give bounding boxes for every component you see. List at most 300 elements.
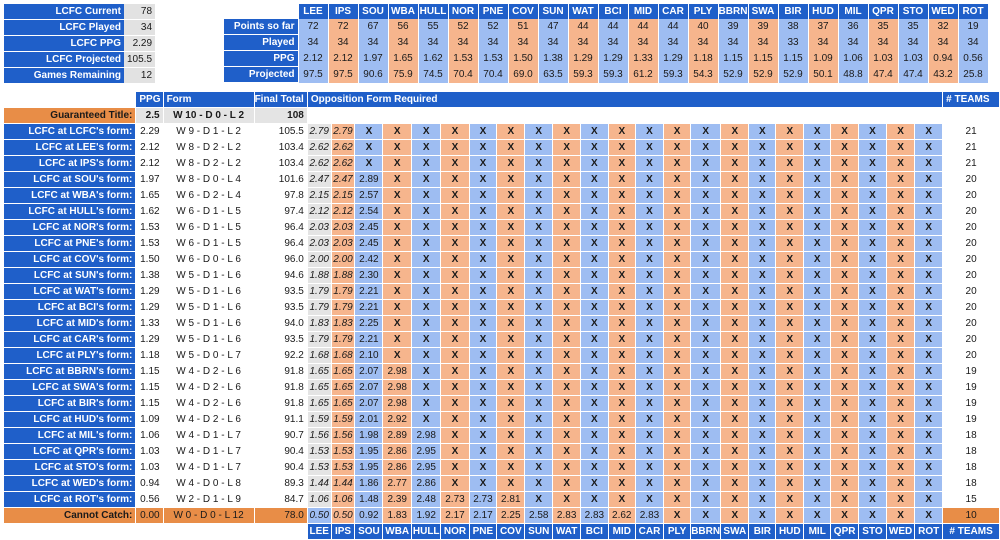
- team-footer: IPS: [331, 524, 355, 540]
- required-ppg-cell: 1.53: [307, 460, 331, 476]
- team-footer: MID: [608, 524, 635, 540]
- row-label: LCFC at SUN's form:: [4, 268, 136, 284]
- required-ppg-cell: X: [886, 156, 914, 172]
- required-ppg-cell: X: [749, 428, 776, 444]
- summary-panel: [4, 4, 155, 84]
- row-final-total: 92.2: [254, 348, 307, 364]
- required-ppg-cell: X: [469, 188, 497, 204]
- required-ppg-cell: X: [581, 172, 608, 188]
- required-ppg-cell: X: [497, 316, 525, 332]
- required-ppg-cell: 2.95: [412, 460, 441, 476]
- required-ppg-cell: X: [776, 204, 804, 220]
- required-ppg-cell: X: [831, 220, 859, 236]
- required-ppg-cell: X: [886, 508, 914, 524]
- row-form: W 8 - D 0 - L 4: [163, 172, 254, 188]
- standings-cell: 72: [298, 19, 328, 35]
- standings-cell: 63.5: [538, 67, 568, 83]
- standings-cell: 44: [598, 19, 628, 35]
- required-ppg-cell: X: [664, 300, 691, 316]
- row-label: LCFC at BCI's form:: [4, 300, 136, 316]
- required-ppg-cell: X: [664, 284, 691, 300]
- required-ppg-cell: 2.03: [307, 236, 331, 252]
- required-ppg-cell: X: [412, 252, 441, 268]
- row-final-total: 91.1: [254, 412, 307, 428]
- required-ppg-cell: X: [859, 380, 887, 396]
- required-ppg-cell: X: [635, 380, 663, 396]
- required-ppg-cell: X: [383, 188, 412, 204]
- row-ppg: 1.09: [136, 412, 163, 428]
- required-ppg-cell: X: [525, 380, 553, 396]
- required-ppg-cell: X: [608, 204, 635, 220]
- required-ppg-cell: X: [608, 380, 635, 396]
- required-ppg-cell: 1.95: [355, 444, 383, 460]
- required-ppg-cell: X: [859, 476, 887, 492]
- required-ppg-cell: 2.00: [307, 252, 331, 268]
- row-final-total: 93.5: [254, 300, 307, 316]
- row-teams-count: 19: [943, 396, 1000, 412]
- row-ppg: 1.53: [136, 220, 163, 236]
- row-teams-count: 20: [943, 268, 1000, 284]
- required-ppg-cell: X: [915, 140, 943, 156]
- required-ppg-cell: 2.57: [355, 188, 383, 204]
- required-ppg-cell: X: [581, 380, 608, 396]
- required-ppg-cell: X: [553, 268, 581, 284]
- row-final-total: 94.6: [254, 268, 307, 284]
- standings-cell: 90.6: [358, 67, 388, 83]
- required-ppg-cell: X: [412, 396, 441, 412]
- required-ppg-cell: X: [553, 140, 581, 156]
- row-teams-count: 20: [943, 316, 1000, 332]
- required-ppg-cell: 2.45: [355, 236, 383, 252]
- required-ppg-cell: X: [721, 268, 749, 284]
- required-ppg-cell: X: [776, 380, 804, 396]
- required-ppg-cell: X: [691, 316, 721, 332]
- required-ppg-cell: 2.03: [331, 220, 355, 236]
- standings-cell: 1.06: [838, 51, 868, 67]
- required-ppg-cell: X: [749, 284, 776, 300]
- required-ppg-cell: X: [721, 508, 749, 524]
- required-ppg-cell: X: [635, 396, 663, 412]
- required-ppg-cell: X: [497, 188, 525, 204]
- required-ppg-cell: X: [441, 140, 469, 156]
- summary-label: LCFC Current: [4, 4, 124, 20]
- row-form: W 4 - D 2 - L 6: [163, 364, 254, 380]
- required-ppg-cell: X: [749, 476, 776, 492]
- required-ppg-cell: X: [581, 460, 608, 476]
- required-ppg-cell: X: [691, 428, 721, 444]
- team-footer: PLY: [664, 524, 691, 540]
- required-ppg-cell: X: [469, 380, 497, 396]
- standings-cell: 1.65: [388, 51, 418, 67]
- summary-row: [4, 36, 155, 52]
- team-footer: PNE: [469, 524, 497, 540]
- row-label: LCFC at COV's form:: [4, 252, 136, 268]
- required-ppg-cell: 2.01: [355, 412, 383, 428]
- form-row: [4, 348, 1000, 364]
- required-ppg-cell: X: [776, 364, 804, 380]
- required-ppg-cell: X: [859, 396, 887, 412]
- required-ppg-cell: X: [691, 220, 721, 236]
- team-header: BIR: [778, 4, 808, 19]
- form-row: [4, 220, 1000, 236]
- required-ppg-cell: X: [525, 428, 553, 444]
- required-ppg-cell: X: [635, 364, 663, 380]
- required-ppg-cell: X: [776, 316, 804, 332]
- required-ppg-cell: X: [749, 140, 776, 156]
- row-final-total: 97.8: [254, 188, 307, 204]
- standings-cell: 52: [448, 19, 478, 35]
- required-ppg-cell: X: [721, 428, 749, 444]
- required-ppg-cell: X: [915, 476, 943, 492]
- required-ppg-cell: X: [469, 300, 497, 316]
- required-ppg-cell: X: [441, 124, 469, 140]
- required-ppg-cell: X: [886, 492, 914, 508]
- required-ppg-cell: 2.73: [441, 492, 469, 508]
- required-ppg-cell: X: [749, 188, 776, 204]
- row-final-total: 89.3: [254, 476, 307, 492]
- row-final-total: 91.8: [254, 364, 307, 380]
- teams-count-footer: # TEAMS: [943, 524, 1000, 540]
- required-ppg-cell: 2.15: [307, 188, 331, 204]
- standings-cell: 25.8: [958, 67, 988, 83]
- required-ppg-cell: X: [886, 428, 914, 444]
- required-ppg-cell: X: [776, 492, 804, 508]
- required-ppg-cell: X: [525, 412, 553, 428]
- required-ppg-cell: 1.53: [331, 460, 355, 476]
- required-ppg-cell: 2.21: [355, 284, 383, 300]
- standings-cell: 34: [628, 35, 658, 51]
- required-ppg-cell: 1.65: [331, 380, 355, 396]
- required-ppg-cell: X: [776, 428, 804, 444]
- standings-cell: 54.3: [688, 67, 718, 83]
- required-ppg-cell: 2.83: [635, 508, 663, 524]
- required-ppg-cell: X: [749, 124, 776, 140]
- standings-cell: 34: [868, 35, 898, 51]
- required-ppg-cell: 1.53: [307, 444, 331, 460]
- required-ppg-cell: 1.65: [331, 364, 355, 380]
- required-ppg-cell: 1.44: [307, 476, 331, 492]
- required-ppg-cell: X: [412, 156, 441, 172]
- standings-cell: 1.53: [448, 51, 478, 67]
- team-footer: NOR: [441, 524, 469, 540]
- required-ppg-cell: X: [525, 268, 553, 284]
- required-ppg-cell: X: [831, 156, 859, 172]
- cannot-catch-row: [4, 508, 1000, 524]
- required-ppg-cell: X: [804, 380, 831, 396]
- required-ppg-cell: X: [608, 188, 635, 204]
- required-ppg-cell: X: [691, 332, 721, 348]
- row-final-total: 97.4: [254, 204, 307, 220]
- guaranteed-spacer: [307, 108, 999, 124]
- required-ppg-cell: X: [441, 300, 469, 316]
- required-ppg-cell: X: [469, 172, 497, 188]
- required-ppg-cell: X: [525, 316, 553, 332]
- row-ppg: 0.00: [136, 508, 163, 524]
- required-ppg-cell: X: [886, 476, 914, 492]
- standings-cell: 48.8: [838, 67, 868, 83]
- required-ppg-cell: X: [721, 300, 749, 316]
- required-ppg-cell: 2.12: [331, 204, 355, 220]
- required-ppg-cell: X: [915, 348, 943, 364]
- row-label: LCFC at WED's form:: [4, 476, 136, 492]
- required-ppg-cell: X: [691, 460, 721, 476]
- required-ppg-cell: X: [886, 236, 914, 252]
- row-form: W 8 - D 2 - L 2: [163, 140, 254, 156]
- standings-cell: 44: [628, 19, 658, 35]
- required-ppg-cell: X: [497, 140, 525, 156]
- required-ppg-cell: X: [383, 172, 412, 188]
- required-ppg-cell: X: [749, 332, 776, 348]
- required-ppg-cell: X: [886, 188, 914, 204]
- row-form: W 6 - D 0 - L 6: [163, 252, 254, 268]
- standings-cell: 0.94: [928, 51, 958, 67]
- required-ppg-cell: X: [749, 364, 776, 380]
- row-label: LCFC at WAT's form:: [4, 284, 136, 300]
- row-teams-count: 15: [943, 492, 1000, 508]
- team-header: SUN: [538, 4, 568, 19]
- row-label: LCFC at QPR's form:: [4, 444, 136, 460]
- required-ppg-cell: 2.47: [331, 172, 355, 188]
- team-header: STO: [898, 4, 928, 19]
- form-header: Form: [163, 92, 254, 108]
- required-ppg-cell: X: [915, 172, 943, 188]
- required-ppg-cell: 2.07: [355, 380, 383, 396]
- required-ppg-cell: X: [831, 364, 859, 380]
- row-ppg: 0.56: [136, 492, 163, 508]
- required-ppg-cell: X: [383, 220, 412, 236]
- required-ppg-cell: X: [859, 284, 887, 300]
- required-ppg-cell: X: [664, 316, 691, 332]
- row-form: W 8 - D 2 - L 2: [163, 156, 254, 172]
- standings-cell: 35: [868, 19, 898, 35]
- required-ppg-cell: X: [915, 364, 943, 380]
- required-ppg-cell: X: [553, 156, 581, 172]
- required-ppg-cell: X: [915, 124, 943, 140]
- required-ppg-cell: 2.98: [383, 380, 412, 396]
- standings-cell: 55: [418, 19, 448, 35]
- required-ppg-cell: X: [691, 476, 721, 492]
- required-ppg-cell: X: [441, 236, 469, 252]
- required-ppg-cell: X: [804, 476, 831, 492]
- required-ppg-cell: X: [412, 316, 441, 332]
- required-ppg-cell: X: [749, 172, 776, 188]
- required-ppg-cell: X: [497, 300, 525, 316]
- row-ppg: 1.38: [136, 268, 163, 284]
- required-ppg-cell: X: [886, 348, 914, 364]
- required-ppg-cell: X: [635, 332, 663, 348]
- standings-cell: 34: [508, 35, 538, 51]
- required-ppg-cell: X: [441, 204, 469, 220]
- required-ppg-cell: X: [581, 140, 608, 156]
- required-ppg-cell: 2.21: [355, 332, 383, 348]
- required-ppg-cell: X: [355, 156, 383, 172]
- row-teams-count: 20: [943, 236, 1000, 252]
- required-ppg-cell: X: [412, 172, 441, 188]
- required-ppg-cell: X: [412, 124, 441, 140]
- standings-cell: 47.4: [868, 67, 898, 83]
- row-label: LCFC at ROT's form:: [4, 492, 136, 508]
- team-header: HULL: [419, 6, 447, 17]
- standings-cell: 1.53: [478, 51, 508, 67]
- required-ppg-cell: X: [383, 252, 412, 268]
- row-form: W 6 - D 1 - L 5: [163, 236, 254, 252]
- required-ppg-cell: X: [915, 332, 943, 348]
- team-footer: BIR: [749, 524, 776, 540]
- team-header: COV: [508, 4, 538, 19]
- row-teams-count: 10: [943, 508, 1000, 524]
- required-ppg-cell: 1.65: [307, 380, 331, 396]
- standings-cell: 1.33: [628, 51, 658, 67]
- required-ppg-cell: X: [664, 252, 691, 268]
- standings-cell: 34: [838, 35, 868, 51]
- required-ppg-cell: X: [608, 172, 635, 188]
- required-ppg-cell: X: [721, 380, 749, 396]
- required-ppg-cell: 1.79: [307, 284, 331, 300]
- standings-cell: 1.03: [868, 51, 898, 67]
- standings-row: [224, 51, 988, 67]
- required-ppg-cell: X: [664, 476, 691, 492]
- required-ppg-cell: X: [776, 460, 804, 476]
- required-ppg-cell: 2.95: [412, 444, 441, 460]
- required-ppg-cell: 1.88: [307, 268, 331, 284]
- team-header: CAR: [658, 4, 688, 19]
- required-ppg-cell: X: [664, 220, 691, 236]
- row-teams-count: 20: [943, 204, 1000, 220]
- required-ppg-cell: X: [441, 476, 469, 492]
- required-ppg-cell: X: [831, 492, 859, 508]
- standings-cell: 44: [658, 19, 688, 35]
- required-ppg-cell: X: [525, 252, 553, 268]
- summary-label: LCFC Played: [4, 20, 124, 36]
- required-ppg-cell: X: [581, 348, 608, 364]
- required-ppg-cell: X: [664, 380, 691, 396]
- required-ppg-cell: 2.98: [383, 396, 412, 412]
- standings-cell: 1.15: [748, 51, 778, 67]
- required-ppg-cell: X: [804, 156, 831, 172]
- required-ppg-cell: 2.58: [525, 508, 553, 524]
- required-ppg-cell: X: [608, 348, 635, 364]
- required-ppg-cell: X: [412, 268, 441, 284]
- summary-value: 12: [124, 68, 155, 84]
- required-ppg-cell: X: [859, 268, 887, 284]
- required-ppg-cell: X: [412, 220, 441, 236]
- required-ppg-cell: X: [635, 172, 663, 188]
- required-ppg-cell: X: [608, 140, 635, 156]
- row-teams-count: 21: [943, 156, 1000, 172]
- required-ppg-cell: X: [441, 188, 469, 204]
- row-form: W 9 - D 1 - L 2: [163, 124, 254, 140]
- form-row: [4, 460, 1000, 476]
- required-ppg-cell: X: [691, 396, 721, 412]
- required-ppg-cell: X: [497, 124, 525, 140]
- required-ppg-cell: X: [581, 268, 608, 284]
- required-ppg-cell: X: [383, 316, 412, 332]
- row-ppg: 1.29: [136, 332, 163, 348]
- required-ppg-cell: 2.07: [355, 364, 383, 380]
- form-row: [4, 204, 1000, 220]
- required-ppg-cell: 1.83: [307, 316, 331, 332]
- summary-row: [4, 4, 155, 20]
- required-ppg-cell: X: [749, 156, 776, 172]
- row-ppg: 1.97: [136, 172, 163, 188]
- row-final-total: 96.0: [254, 252, 307, 268]
- standings-cell: 75.9: [388, 67, 418, 83]
- required-ppg-cell: X: [635, 204, 663, 220]
- required-ppg-cell: X: [886, 300, 914, 316]
- form-row: [4, 396, 1000, 412]
- standings-cell: 44: [568, 19, 598, 35]
- guaranteed-final: 108: [254, 108, 307, 124]
- required-ppg-cell: X: [553, 364, 581, 380]
- required-ppg-cell: X: [804, 460, 831, 476]
- required-ppg-cell: X: [581, 300, 608, 316]
- required-ppg-cell: X: [776, 348, 804, 364]
- required-ppg-cell: X: [831, 412, 859, 428]
- row-ppg: 1.29: [136, 300, 163, 316]
- required-ppg-cell: 2.86: [383, 444, 412, 460]
- team-header: IPS: [328, 4, 358, 19]
- required-ppg-cell: 2.89: [355, 172, 383, 188]
- required-ppg-cell: X: [383, 284, 412, 300]
- required-ppg-cell: 1.79: [331, 300, 355, 316]
- required-ppg-cell: X: [749, 252, 776, 268]
- required-ppg-cell: X: [915, 444, 943, 460]
- standings-cell: 52.9: [748, 67, 778, 83]
- standings-cell: 1.15: [778, 51, 808, 67]
- required-ppg-cell: X: [441, 220, 469, 236]
- required-ppg-cell: X: [749, 396, 776, 412]
- standings-cell: 1.62: [418, 51, 448, 67]
- required-ppg-cell: X: [412, 380, 441, 396]
- team-header: MID: [628, 4, 658, 19]
- row-ppg: 0.94: [136, 476, 163, 492]
- required-ppg-cell: X: [721, 156, 749, 172]
- team-header: PLY: [688, 4, 718, 19]
- required-ppg-cell: X: [608, 252, 635, 268]
- required-ppg-cell: X: [776, 396, 804, 412]
- summary-label: Games Remaining: [4, 68, 124, 84]
- required-ppg-cell: X: [635, 252, 663, 268]
- required-ppg-cell: X: [525, 140, 553, 156]
- form-row: [4, 316, 1000, 332]
- required-ppg-cell: X: [553, 476, 581, 492]
- standings-row: [224, 67, 988, 83]
- required-ppg-cell: 1.92: [412, 508, 441, 524]
- required-ppg-cell: 1.79: [307, 300, 331, 316]
- row-label: LCFC at WBA's form:: [4, 188, 136, 204]
- row-final-total: 78.0: [254, 508, 307, 524]
- required-ppg-cell: X: [581, 476, 608, 492]
- required-ppg-cell: X: [553, 124, 581, 140]
- required-ppg-cell: X: [721, 412, 749, 428]
- row-label: LCFC at LCFC's form:: [4, 124, 136, 140]
- required-ppg-cell: X: [497, 172, 525, 188]
- required-ppg-cell: X: [581, 284, 608, 300]
- required-ppg-cell: X: [691, 268, 721, 284]
- required-ppg-cell: X: [497, 428, 525, 444]
- standings-cell: 19: [958, 19, 988, 35]
- required-ppg-cell: X: [412, 140, 441, 156]
- required-ppg-cell: 2.86: [412, 476, 441, 492]
- required-ppg-cell: 2.47: [307, 172, 331, 188]
- required-ppg-cell: X: [804, 204, 831, 220]
- standings-cell: 1.97: [358, 51, 388, 67]
- required-ppg-cell: X: [412, 348, 441, 364]
- form-required-table: [4, 92, 1000, 540]
- required-ppg-cell: X: [635, 300, 663, 316]
- team-header: SOU: [358, 4, 388, 19]
- form-row: [4, 476, 1000, 492]
